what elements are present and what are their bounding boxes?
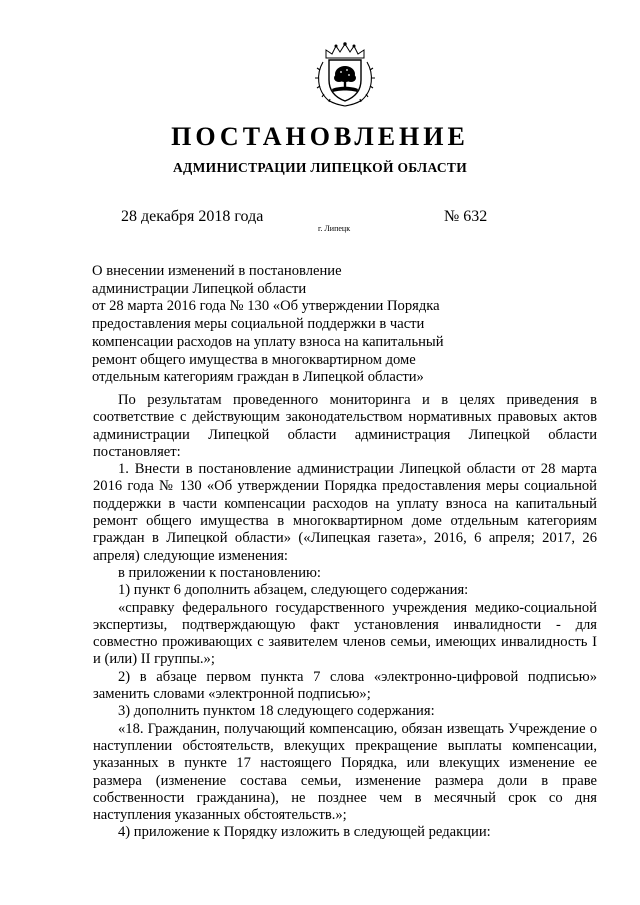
- document-title: ПОСТАНОВЛЕНИЕ: [171, 122, 469, 151]
- body-paragraph-subitem-3: 3) дополнить пунктом 18 следующего содержания:: [118, 703, 435, 720]
- heading-line: отдельным категориям граждан в Липецкой области»: [92, 369, 424, 386]
- heading-line: от 28 марта 2016 года № 130 «Об утверждении Порядка: [92, 298, 440, 315]
- heading-line: ремонт общего имущества в многоквартирном доме: [92, 351, 416, 368]
- heading-line: администрации Липецкой области: [92, 280, 307, 297]
- coat-of-arms-icon: [314, 42, 376, 108]
- document-date: 28 декабря 2018 года: [121, 208, 264, 225]
- document-number: № 632: [444, 208, 488, 225]
- heading-line: компенсации расходов на уплату взноса на капитальный: [92, 333, 444, 350]
- document-heading: [92, 263, 512, 387]
- body-paragraph-appendix: в приложении к постановлению:: [118, 564, 321, 581]
- document-body: [93, 392, 597, 842]
- body-paragraph-quote-18: «18. Гражданин, получающий компенсацию, обязан извещать Учреждение о наступлении обстоятельств, влекущих прекращение выплаты компенсации, указанных в пункте 17 настоящего Порядка, или влекущих изменение ее размера (изменение состава семьи, изменение размера доли в праве собственности гражданина), не позднее чем в месячный срок со дня наступления указанных обстоятельств.»;: [93, 720, 597, 824]
- body-paragraph-quote-1: «справку федерального государственного учреждения медико-социальной экспертизы, подтверждающую факт установления инвалидности - для совместно проживающих с заявителем членов семьи, имеющих инвалидность I и (или) II группы.»;: [93, 599, 597, 668]
- body-paragraph-item-1: 1. Внести в постановление администрации Липецкой области от 28 марта 2016 года № 130 «Об утверждении Порядка предоставления меры социальной поддержки в части компенсации расходов на уплату взноса на капитальный ремонт общего имущества в многоквартирном доме отдельным категориям граждан в Липецкой области» («Липецкая газета», 2016, 6 апреля; 2017, 26 апреля) следующие изменения:: [93, 461, 597, 564]
- body-paragraph-subitem-1: 1) пункт 6 дополнить абзацем, следующего содержания:: [118, 582, 469, 599]
- document-city: г. Липецк: [318, 224, 351, 233]
- body-paragraph-preamble: По результатам проведенного мониторинга и в целях приведения в соответствие с действующим законодательством нормативных правовых актов администрации Липецкой области администрация Липецкой области постановляет:: [93, 392, 597, 460]
- body-paragraph-subitem-2: 2) в абзаце первом пункта 7 слова «электронно-цифровой подписью» заменить словами «электронной подписью»;: [93, 668, 597, 703]
- heading-line: О внесении изменений в постановление: [92, 263, 342, 279]
- heading-line: предоставления меры социальной поддержки в части: [92, 316, 425, 333]
- document-subtitle: АДМИНИСТРАЦИИ ЛИПЕЦКОЙ ОБЛАСТИ: [172, 160, 468, 175]
- body-paragraph-subitem-4: 4) приложение к Порядку изложить в следующей редакции:: [118, 824, 491, 841]
